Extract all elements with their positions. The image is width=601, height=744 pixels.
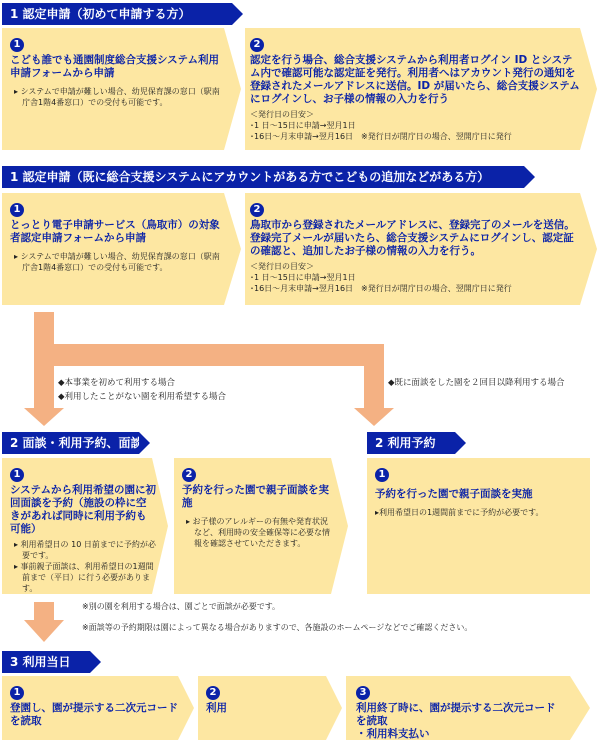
step-title: 認定を行う場合、総合支援システムから利用者ログイン ID とシステム内で確認可能な認定証を発行。利用者へはアカウント発行の通知を登録されたメールアドレスに送信。ID が届いたら、総合支援システムにログインし、お子様の情報の入力を行う <box>250 54 580 105</box>
section-header-label: 2 利用予約 <box>375 436 436 450</box>
schedule-line-1: ･1 日～15日に申請→翌月1日 <box>250 273 356 282</box>
step-number-badge: 1 <box>10 468 24 482</box>
step-title: 登園し、園が提示する二次元コードを読取 <box>10 702 178 727</box>
step-box-3-1 <box>2 676 194 740</box>
step-title: 鳥取市から登録されたメールアドレスに、登録完了のメールを送信。登録完了メールが届いたら、総合支援システムにログインし、認定証の確認と、追加したお子様の情報の入力を行う。 <box>250 219 575 257</box>
schedule-title: ＜発行日の目安＞ <box>250 110 314 119</box>
step-title: 利用 <box>206 702 227 714</box>
step-title: 利用終了時に、園が提示する二次元コードを読取 <box>356 702 556 727</box>
step-number-badge: 2 <box>250 38 264 52</box>
section-header-label: 2 面談・利用予約、面談 <box>10 436 143 450</box>
step-note-2: ▸ 事前親子面談は、利用希望日の1週間前まで（平日）に行う必要があります。 <box>14 562 154 593</box>
step-number-badge: 1 <box>10 203 24 217</box>
footnote-separate-interview: ※別の園を利用する場合は、園ごとで面談が必要です。 <box>82 602 281 611</box>
step-title: とっとり電子申請サービス（鳥取市）の対象者認定申請フォームから申請 <box>10 219 220 244</box>
section-header-reservation <box>367 432 455 454</box>
step-note: ▸利用希望日の1週間前までに予約が必要です。 <box>375 508 544 517</box>
schedule-line-2: ･16日～月末申請→翌月16日 ※発行日が閉庁日の場合、翌開庁日に発行 <box>250 132 512 141</box>
step-title: システムから利用希望の園に初回面談を予約（施設の枠に空きがあれば同時に利用予約も可能） <box>10 484 156 535</box>
step-box-2-1 <box>2 458 168 594</box>
section-header-interview <box>2 432 143 454</box>
step-number-badge: 2 <box>182 468 196 482</box>
section-header-label: 1 認定申請（初めて申請する方） <box>10 7 191 21</box>
step-number-badge: 1 <box>10 686 24 700</box>
step-number-badge: 1 <box>10 38 24 52</box>
branch-condition-left <box>58 376 288 404</box>
step-title-payment: ・利用料支払い <box>356 728 430 740</box>
step-title: 予約を行った園で親子面談を実施 <box>375 488 533 500</box>
step-box-2-2 <box>174 458 348 594</box>
step-note: ▸ お子様のアレルギーの有無や発育状況など、利用時の安全確保等に必要な情報を確認させていただきます。 <box>186 517 330 548</box>
condition-first-use: ◆本事業を初めて利用する場合 <box>58 378 176 388</box>
branch-condition-right <box>388 376 565 390</box>
step-number-badge: 2 <box>250 203 264 217</box>
step-note-1: ▸ 利用希望日の 10 日前までに予約が必要です。 <box>14 540 156 560</box>
section-header-label: 3 利用当日 <box>10 655 71 669</box>
step-box-3-2 <box>198 676 342 740</box>
step-note: ▸ システムで申請が難しい場合、幼児保育課の窓口（駅南庁舎1階4番窓口）での受付も可能です。 <box>14 252 220 272</box>
step-title: こども誰でも通園制度総合支援システム利用申請フォームから申請 <box>10 54 219 79</box>
condition-repeat-facility: ◆既に面談をした園を２回目以降利用する場合 <box>388 378 565 388</box>
step-number-badge: 2 <box>206 686 220 700</box>
condition-new-facility: ◆利用したことがない園を利用希望する場合 <box>58 392 227 402</box>
schedule-title: ＜発行日の目安＞ <box>250 262 314 271</box>
step-box-3-3 <box>346 676 590 740</box>
schedule-line-2: ･16日～月末申請→翌月16日 ※発行日が閉庁日の場合、翌開庁日に発行 <box>250 284 512 293</box>
section-header-usage-day <box>2 651 90 673</box>
step-number-badge: 3 <box>356 686 370 700</box>
step-box-2b-1 <box>367 458 590 594</box>
step-title: 予約を行った園で親子面談を実施 <box>182 484 329 509</box>
schedule-line-1: ･1 日～15日に申請→翌月1日 <box>250 121 356 130</box>
step-number-badge: 1 <box>375 468 389 482</box>
section-header-label: 1 認定申請（既に総合支援システムにアカウントがある方でこどもの追加などがある方） <box>10 170 490 184</box>
footnote-deadline: ※面談等の予約期限は園によって異なる場合がありますので、各施設のホームページなどでご確認ください。 <box>82 623 473 632</box>
step-note: ▸ システムで申請が難しい場合、幼児保育課の窓口（駅南庁舎1階4番窓口）での受付も可能です。 <box>14 87 220 107</box>
